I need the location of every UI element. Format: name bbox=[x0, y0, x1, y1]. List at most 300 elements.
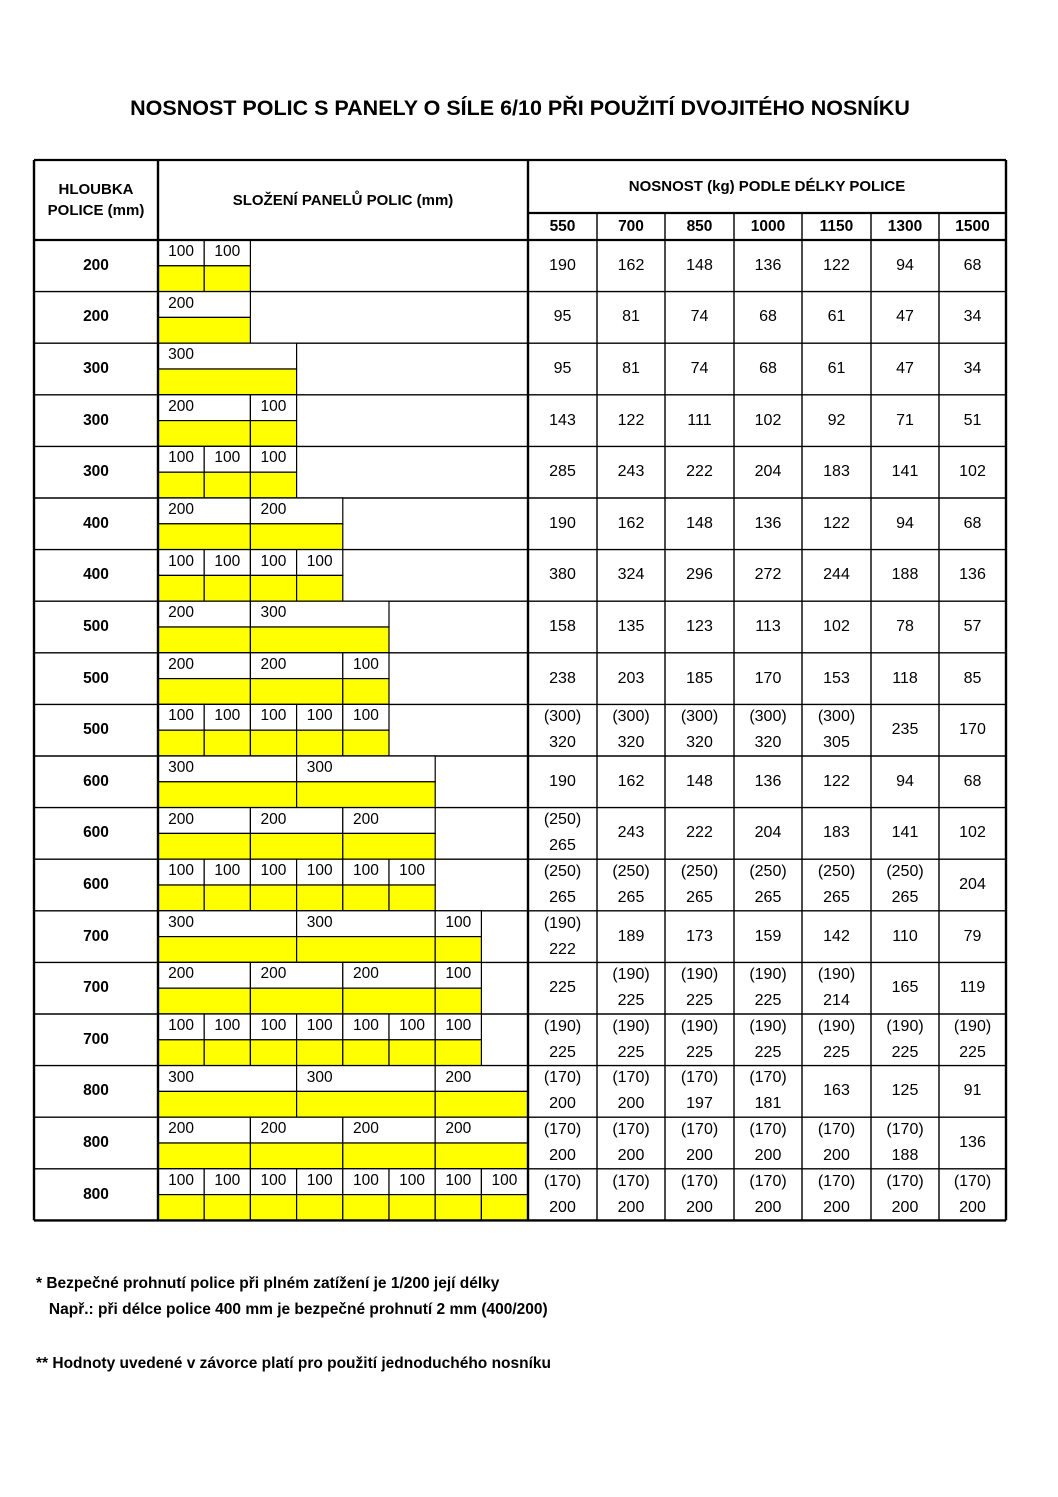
capacity-value: (250) bbox=[886, 862, 924, 880]
capacity-cell bbox=[734, 395, 802, 447]
capacity-value: (190) bbox=[886, 1017, 924, 1035]
capacity-value: (190) bbox=[612, 1017, 650, 1035]
panel-bar bbox=[204, 730, 250, 756]
capacity-cell bbox=[802, 498, 871, 550]
panel-bar bbox=[481, 1195, 527, 1221]
capacity-value: 296 bbox=[686, 566, 713, 584]
capacity-cell bbox=[597, 446, 665, 498]
header-capacity bbox=[528, 160, 1006, 213]
capacity-cell bbox=[871, 1169, 939, 1221]
capacity-cell bbox=[597, 395, 665, 447]
capacity-value: 222 bbox=[549, 940, 576, 958]
panel-bar bbox=[343, 1195, 389, 1221]
capacity-cell bbox=[734, 1169, 802, 1221]
capacity-cell bbox=[665, 446, 734, 498]
capacity-cell bbox=[802, 343, 871, 395]
capacity-cell bbox=[939, 292, 1006, 344]
panel-width-label: 300 bbox=[306, 1068, 333, 1086]
capacity-value: 81 bbox=[622, 359, 640, 377]
capacity-value: 51 bbox=[963, 411, 982, 429]
capacity-value: (170) bbox=[886, 1172, 924, 1190]
panel-bar bbox=[435, 1195, 481, 1221]
panel-width-label: 100 bbox=[260, 707, 287, 725]
capacity-value: 200 bbox=[617, 1198, 645, 1216]
capacity-value: 214 bbox=[823, 992, 850, 1010]
panel-bar bbox=[158, 524, 250, 550]
panel-width-label: 100 bbox=[214, 707, 241, 725]
capacity-cell bbox=[939, 1117, 1006, 1169]
capacity-cell bbox=[939, 1014, 1006, 1066]
capacity-cell bbox=[665, 704, 734, 756]
capacity-value: (170) bbox=[543, 1069, 582, 1087]
capacity-value: (170) bbox=[680, 1120, 719, 1138]
length-header-label: 850 bbox=[686, 217, 713, 235]
panel-width-label: 200 bbox=[260, 501, 287, 518]
capacity-value: 68 bbox=[759, 359, 777, 377]
capacity-cell bbox=[665, 962, 734, 1014]
length-header-label: 1300 bbox=[887, 217, 923, 235]
capacity-cell bbox=[528, 704, 597, 756]
panel-width-label: 100 bbox=[260, 862, 287, 880]
capacity-value: 61 bbox=[827, 308, 846, 326]
capacity-value: 71 bbox=[896, 411, 914, 429]
row-depth-label: 800 bbox=[83, 1082, 109, 1100]
panel-bar bbox=[204, 575, 250, 601]
capacity-value: (190) bbox=[749, 966, 787, 984]
capacity-value: 94 bbox=[896, 514, 914, 532]
panel-width-label: 300 bbox=[260, 604, 287, 622]
header-composition-label: SLOŽENÍ PANELŮ POLIC (mm) bbox=[232, 191, 454, 209]
capacity-value: 320 bbox=[617, 734, 645, 752]
panel-width-label: 100 bbox=[214, 449, 241, 467]
capacity-value: 79 bbox=[963, 927, 982, 945]
capacity-value: 162 bbox=[617, 514, 645, 532]
panel-width-label: 200 bbox=[352, 1120, 379, 1138]
capacity-value: 122 bbox=[823, 256, 850, 274]
capacity-cell bbox=[939, 962, 1006, 1014]
capacity-value: 136 bbox=[959, 1133, 986, 1151]
capacity-value: 74 bbox=[690, 308, 709, 326]
capacity-cell bbox=[734, 704, 802, 756]
capacity-value: 158 bbox=[549, 617, 576, 635]
capacity-cell bbox=[939, 859, 1006, 911]
capacity-cell bbox=[528, 1066, 597, 1118]
capacity-cell bbox=[802, 1066, 871, 1118]
panel-width-label: 100 bbox=[306, 1017, 333, 1034]
capacity-value: 190 bbox=[549, 256, 576, 274]
length-header-700 bbox=[597, 213, 665, 240]
capacity-cell bbox=[734, 1117, 802, 1169]
panel-width-label: 100 bbox=[352, 655, 379, 673]
capacity-cell bbox=[597, 1066, 665, 1118]
panel-bar bbox=[250, 833, 342, 859]
panel-width-label: 200 bbox=[445, 1068, 472, 1086]
panel-bar bbox=[250, 1143, 342, 1169]
capacity-cell bbox=[802, 911, 871, 963]
capacity-value: 85 bbox=[963, 669, 982, 687]
capacity-cell bbox=[734, 756, 802, 808]
capacity-cell bbox=[802, 962, 871, 1014]
capacity-cell bbox=[802, 653, 871, 705]
row-depth-label: 600 bbox=[83, 875, 109, 893]
panel-bar bbox=[250, 524, 342, 550]
capacity-value: (250) bbox=[749, 862, 787, 880]
panel-bar bbox=[435, 1040, 481, 1066]
panel-width-label: 300 bbox=[168, 1068, 195, 1086]
row-depth-label: 600 bbox=[83, 772, 109, 790]
panel-bar bbox=[297, 782, 436, 808]
panel-width-label: 200 bbox=[352, 810, 379, 828]
capacity-value: (170) bbox=[749, 1120, 787, 1138]
capacity-value: 200 bbox=[823, 1198, 850, 1216]
capacity-cell bbox=[734, 859, 802, 911]
row-depth bbox=[34, 962, 158, 1014]
capacity-value: 165 bbox=[891, 979, 919, 997]
capacity-value: 200 bbox=[617, 1146, 645, 1164]
capacity-value: 102 bbox=[754, 411, 782, 429]
panel-bar bbox=[204, 472, 250, 498]
panel-width-label: 100 bbox=[491, 1171, 518, 1189]
row-depth bbox=[34, 550, 158, 602]
capacity-value: 148 bbox=[686, 256, 713, 274]
capacity-value: 188 bbox=[891, 1146, 919, 1164]
panel-width-label: 100 bbox=[168, 1017, 195, 1034]
panel-bar bbox=[158, 1091, 297, 1117]
capacity-value: 265 bbox=[549, 837, 576, 855]
row-depth bbox=[34, 601, 158, 653]
capacity-cell bbox=[528, 911, 597, 963]
capacity-value: 141 bbox=[891, 824, 919, 842]
panel-width-label: 200 bbox=[168, 965, 195, 983]
capacity-value: 200 bbox=[686, 1198, 713, 1216]
capacity-value: 200 bbox=[891, 1198, 919, 1216]
length-header-1150 bbox=[802, 213, 871, 240]
capacity-value: (170) bbox=[543, 1120, 582, 1138]
panel-bar bbox=[343, 833, 435, 859]
capacity-cell bbox=[802, 446, 871, 498]
capacity-cell bbox=[734, 1014, 802, 1066]
footnote-1-line-2: Např.: při délce police 400 mm je bezpečné prohnutí 2 mm (400/200) bbox=[36, 1301, 548, 1318]
capacity-cell bbox=[597, 653, 665, 705]
row-depth bbox=[34, 704, 158, 756]
capacity-value: 225 bbox=[754, 992, 782, 1010]
panel-bar bbox=[158, 679, 250, 705]
panel-bar bbox=[158, 988, 250, 1014]
capacity-value: 61 bbox=[827, 359, 846, 377]
capacity-value: 225 bbox=[617, 992, 645, 1010]
capacity-value: 380 bbox=[549, 566, 576, 584]
capacity-value: 173 bbox=[686, 927, 713, 945]
capacity-cell bbox=[871, 962, 939, 1014]
capacity-value: 74 bbox=[690, 359, 709, 377]
length-header-1000 bbox=[734, 213, 802, 240]
capacity-cell bbox=[802, 292, 871, 344]
capacity-cell bbox=[665, 498, 734, 550]
panel-bar bbox=[204, 1040, 250, 1066]
panel-width-label: 200 bbox=[168, 294, 195, 312]
panel-width-label: 100 bbox=[168, 862, 195, 880]
capacity-value: 188 bbox=[891, 566, 919, 584]
capacity-value: 68 bbox=[963, 772, 982, 790]
capacity-value: 91 bbox=[963, 1082, 982, 1100]
panel-bar bbox=[158, 317, 250, 343]
capacity-cell bbox=[528, 601, 597, 653]
capacity-value: 200 bbox=[686, 1146, 713, 1164]
panel-bar bbox=[250, 988, 342, 1014]
capacity-cell bbox=[871, 704, 939, 756]
capacity-value: 200 bbox=[754, 1198, 782, 1216]
capacity-value: 57 bbox=[963, 617, 982, 635]
capacity-cell bbox=[939, 911, 1006, 963]
panel-bar bbox=[158, 730, 204, 756]
panel-bar bbox=[250, 472, 296, 498]
capacity-cell bbox=[528, 446, 597, 498]
panel-width-label: 300 bbox=[168, 759, 195, 776]
panel-bar bbox=[297, 937, 436, 963]
footnote-1-line-1: * Bezpečné prohnutí police při plném zatížení je 1/200 její délky bbox=[36, 1275, 500, 1292]
capacity-value: 320 bbox=[754, 734, 782, 752]
capacity-cell bbox=[802, 1117, 871, 1169]
panel-width-label: 100 bbox=[306, 707, 333, 725]
capacity-cell bbox=[597, 756, 665, 808]
capacity-cell bbox=[597, 498, 665, 550]
capacity-cell bbox=[802, 601, 871, 653]
capacity-value: 265 bbox=[754, 888, 782, 906]
capacity-cell bbox=[665, 911, 734, 963]
panel-width-label: 200 bbox=[260, 1120, 287, 1138]
capacity-cell bbox=[528, 550, 597, 602]
panel-width-label: 100 bbox=[214, 552, 241, 570]
panel-width-label: 100 bbox=[260, 552, 287, 570]
capacity-value: 200 bbox=[823, 1146, 850, 1164]
capacity-value: 243 bbox=[617, 463, 645, 481]
capacity-value: 320 bbox=[686, 734, 713, 752]
panel-width-label: 100 bbox=[306, 552, 333, 570]
length-header-1300 bbox=[871, 213, 939, 240]
capacity-value: 204 bbox=[754, 824, 782, 842]
capacity-value: 143 bbox=[549, 411, 576, 429]
capacity-cell bbox=[939, 756, 1006, 808]
capacity-value: 110 bbox=[892, 927, 918, 945]
capacity-cell bbox=[528, 395, 597, 447]
panel-bar bbox=[158, 1195, 204, 1221]
capacity-value: 225 bbox=[959, 1043, 986, 1061]
capacity-value: 225 bbox=[686, 992, 713, 1010]
panel-width-label: 100 bbox=[168, 243, 195, 260]
capacity-cell bbox=[871, 240, 939, 292]
panel-width-label: 100 bbox=[399, 862, 426, 880]
row-depth bbox=[34, 1169, 158, 1221]
capacity-cell bbox=[939, 808, 1006, 860]
panel-width-label: 200 bbox=[260, 655, 287, 673]
capacity-cell bbox=[802, 395, 871, 447]
panel-width-label: 100 bbox=[399, 1171, 426, 1189]
panel-width-label: 100 bbox=[306, 1171, 333, 1189]
row-depth-label: 500 bbox=[83, 617, 109, 635]
capacity-value: (190) bbox=[953, 1017, 992, 1035]
panel-width-label: 100 bbox=[214, 243, 241, 260]
capacity-cell bbox=[597, 292, 665, 344]
panel-width-label: 100 bbox=[352, 707, 379, 725]
row-depth-label: 600 bbox=[83, 824, 109, 842]
capacity-value: 34 bbox=[963, 359, 982, 377]
panel-bar bbox=[158, 266, 204, 292]
capacity-cell bbox=[665, 240, 734, 292]
capacity-cell bbox=[734, 550, 802, 602]
capacity-cell bbox=[528, 756, 597, 808]
capacity-cell bbox=[665, 756, 734, 808]
row-depth-label: 700 bbox=[83, 1030, 109, 1048]
capacity-cell bbox=[802, 859, 871, 911]
capacity-value: 135 bbox=[617, 617, 645, 635]
row-depth-label: 400 bbox=[83, 514, 109, 532]
capacity-cell bbox=[939, 240, 1006, 292]
capacity-cell bbox=[939, 1066, 1006, 1118]
length-header-label: 1000 bbox=[750, 217, 786, 235]
capacity-value: 190 bbox=[549, 514, 576, 532]
row-depth-label: 800 bbox=[83, 1185, 109, 1203]
capacity-cell bbox=[528, 1117, 597, 1169]
capacity-value: 183 bbox=[823, 463, 850, 481]
capacity-cell bbox=[597, 1169, 665, 1221]
capacity-value: 170 bbox=[754, 669, 782, 687]
capacity-cell bbox=[528, 240, 597, 292]
panel-width-label: 100 bbox=[445, 1171, 472, 1189]
capacity-cell bbox=[734, 601, 802, 653]
panel-bar bbox=[250, 575, 296, 601]
panel-bar bbox=[158, 1143, 250, 1169]
capacity-cell bbox=[939, 704, 1006, 756]
capacity-value: 122 bbox=[823, 772, 850, 790]
capacity-value: 141 bbox=[891, 463, 919, 481]
length-header-1500 bbox=[939, 213, 1006, 240]
capacity-value: 162 bbox=[617, 772, 645, 790]
panel-width-label: 100 bbox=[214, 862, 241, 880]
capacity-value: (190) bbox=[612, 966, 650, 984]
capacity-value: 265 bbox=[617, 888, 645, 906]
capacity-cell bbox=[734, 446, 802, 498]
panel-width-label: 100 bbox=[445, 913, 472, 931]
capacity-cell bbox=[597, 808, 665, 860]
panel-bar bbox=[297, 575, 343, 601]
capacity-cell bbox=[871, 498, 939, 550]
capacity-value: (170) bbox=[749, 1172, 787, 1190]
capacity-value: (170) bbox=[953, 1172, 992, 1190]
capacity-value: (300) bbox=[680, 708, 719, 726]
panel-width-label: 100 bbox=[306, 862, 333, 880]
capacity-cell bbox=[528, 1169, 597, 1221]
row-depth bbox=[34, 1117, 158, 1169]
capacity-cell bbox=[939, 343, 1006, 395]
capacity-value: 200 bbox=[959, 1198, 986, 1216]
capacity-value: (190) bbox=[817, 1017, 856, 1035]
capacity-value: 34 bbox=[963, 308, 982, 326]
row-depth-label: 200 bbox=[83, 308, 109, 326]
capacity-value: (190) bbox=[543, 914, 582, 932]
panel-bar bbox=[435, 1091, 527, 1117]
panel-bar bbox=[250, 421, 296, 447]
panel-bar bbox=[204, 1195, 250, 1221]
capacity-value: 185 bbox=[686, 669, 713, 687]
capacity-value: (250) bbox=[543, 862, 582, 880]
capacity-value: 148 bbox=[686, 514, 713, 532]
capacity-value: 204 bbox=[754, 463, 782, 481]
panel-bar bbox=[158, 369, 297, 395]
capacity-value: 225 bbox=[823, 1043, 850, 1061]
capacity-cell bbox=[665, 601, 734, 653]
capacity-cell bbox=[734, 498, 802, 550]
capacity-value: 189 bbox=[617, 927, 645, 945]
capacity-value: 225 bbox=[891, 1043, 919, 1061]
panel-width-label: 200 bbox=[168, 604, 195, 622]
capacity-cell bbox=[597, 859, 665, 911]
capacity-cell bbox=[665, 1117, 734, 1169]
capacity-cell bbox=[871, 601, 939, 653]
capacity-value: 136 bbox=[754, 514, 782, 532]
capacity-cell bbox=[528, 498, 597, 550]
capacity-value: 95 bbox=[553, 308, 572, 326]
capacity-cell bbox=[802, 808, 871, 860]
row-depth bbox=[34, 240, 158, 292]
capacity-cell bbox=[597, 911, 665, 963]
capacity-value: (250) bbox=[817, 862, 856, 880]
capacity-cell bbox=[871, 808, 939, 860]
capacity-value: 200 bbox=[549, 1146, 576, 1164]
capacity-value: 181 bbox=[754, 1095, 782, 1113]
panel-width-label: 100 bbox=[168, 1171, 195, 1189]
row-depth-label: 700 bbox=[83, 979, 109, 997]
capacity-value: 111 bbox=[687, 411, 712, 429]
row-depth-label: 200 bbox=[83, 256, 109, 274]
capacity-value: 200 bbox=[617, 1095, 645, 1113]
panel-bar bbox=[343, 988, 435, 1014]
panel-bar bbox=[250, 1195, 296, 1221]
panel-bar bbox=[297, 730, 343, 756]
capacity-cell bbox=[665, 343, 734, 395]
panel-bar bbox=[158, 1040, 204, 1066]
panel-width-label: 300 bbox=[168, 346, 195, 364]
capacity-cell bbox=[528, 292, 597, 344]
capacity-value: (170) bbox=[749, 1069, 787, 1087]
capacity-value: 78 bbox=[896, 617, 914, 635]
capacity-value: 113 bbox=[755, 617, 781, 635]
panel-width-label: 100 bbox=[168, 552, 195, 570]
panel-bar bbox=[250, 885, 296, 911]
capacity-value: 235 bbox=[891, 721, 919, 739]
capacity-cell bbox=[528, 343, 597, 395]
panel-width-label: 300 bbox=[306, 913, 333, 931]
capacity-value: 94 bbox=[896, 772, 914, 790]
row-depth bbox=[34, 756, 158, 808]
panel-width-label: 100 bbox=[168, 449, 195, 467]
capacity-cell bbox=[871, 1066, 939, 1118]
capacity-cell bbox=[802, 756, 871, 808]
header-depth-line1: HLOUBKA bbox=[58, 181, 134, 198]
length-header-label: 1500 bbox=[955, 217, 990, 235]
capacity-value: 125 bbox=[891, 1082, 919, 1100]
capacity-value: 190 bbox=[549, 772, 576, 790]
panel-bar bbox=[250, 730, 296, 756]
panel-bar bbox=[158, 885, 204, 911]
row-depth bbox=[34, 446, 158, 498]
row-depth-label: 400 bbox=[83, 566, 109, 584]
panel-width-label: 100 bbox=[214, 1017, 241, 1034]
panel-bar bbox=[250, 627, 389, 653]
capacity-value: (190) bbox=[749, 1017, 787, 1035]
panel-width-label: 100 bbox=[445, 965, 472, 983]
capacity-value: 142 bbox=[823, 927, 850, 945]
capacity-value: 285 bbox=[549, 463, 576, 481]
